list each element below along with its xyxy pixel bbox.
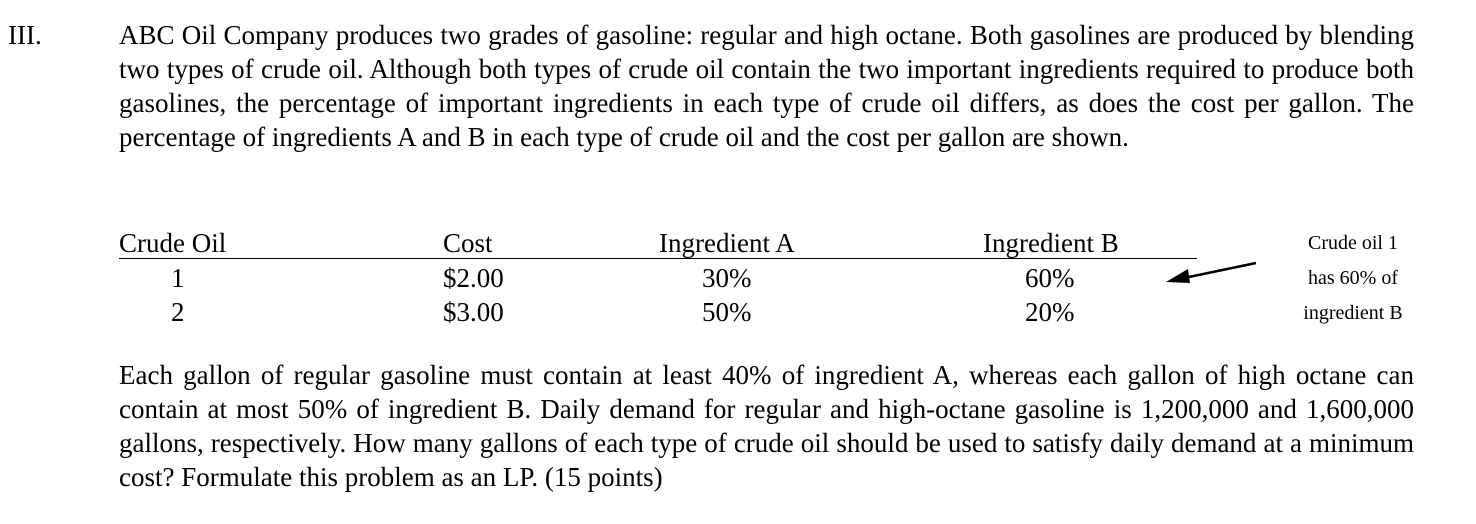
annotation-line-3: ingredient B [1303,302,1403,324]
table-cell-ingredient-a-1: 30% [702,263,752,293]
table-cell-crude-1: 1 [171,263,185,293]
annotation-line-1: Crude oil 1 [1308,232,1398,254]
left-arrow-icon [1162,256,1262,286]
problem-question-paragraph: Each gallon of regular gasoline must contain at least 40% of ingredient A, whereas each gallon of high octane can contain at most 50% of ingredient B. Daily demand for regular and high-octane gasoline is 1,200,000 and 1,600,000 gallons, respectively. How many gallons of each type of crude oil should be used to satisfy daily demand at a minimum cost? Formulate this problem as an LP. (15 points) [119,360,1414,492]
table-cell-cost-2: $3.00 [443,297,504,327]
annotation-line-2: has 60% of [1308,267,1398,289]
table-header-ingredient-a: Ingredient A [659,228,795,258]
table-header-ingredient-b: Ingredient B [983,228,1119,258]
table-cell-ingredient-b-1: 60% [1025,263,1075,293]
table-cell-cost-1: $2.00 [443,263,504,293]
table-header-rule [119,258,1197,259]
problem-intro-paragraph: ABC Oil Company produces two grades of gasoline: regular and high octane. Both gasolines are produced by blending two types of crude oil. Although both types of crude oil contain the two important ingredients required to produce both gasolines, the percentage of important ingredients in each type of crude oil differs, as does the cost per gallon. The percentage of ingredients A and B in each type of crude oil and the cost per gallon are shown. [119,20,1414,152]
table-header-cost: Cost [443,228,493,258]
table-header-crude-oil: Crude Oil [119,228,227,258]
table-cell-ingredient-a-2: 50% [702,297,752,327]
problem-number: III. [8,20,42,50]
table-cell-crude-2: 2 [171,297,185,327]
table-cell-ingredient-b-2: 20% [1025,297,1075,327]
